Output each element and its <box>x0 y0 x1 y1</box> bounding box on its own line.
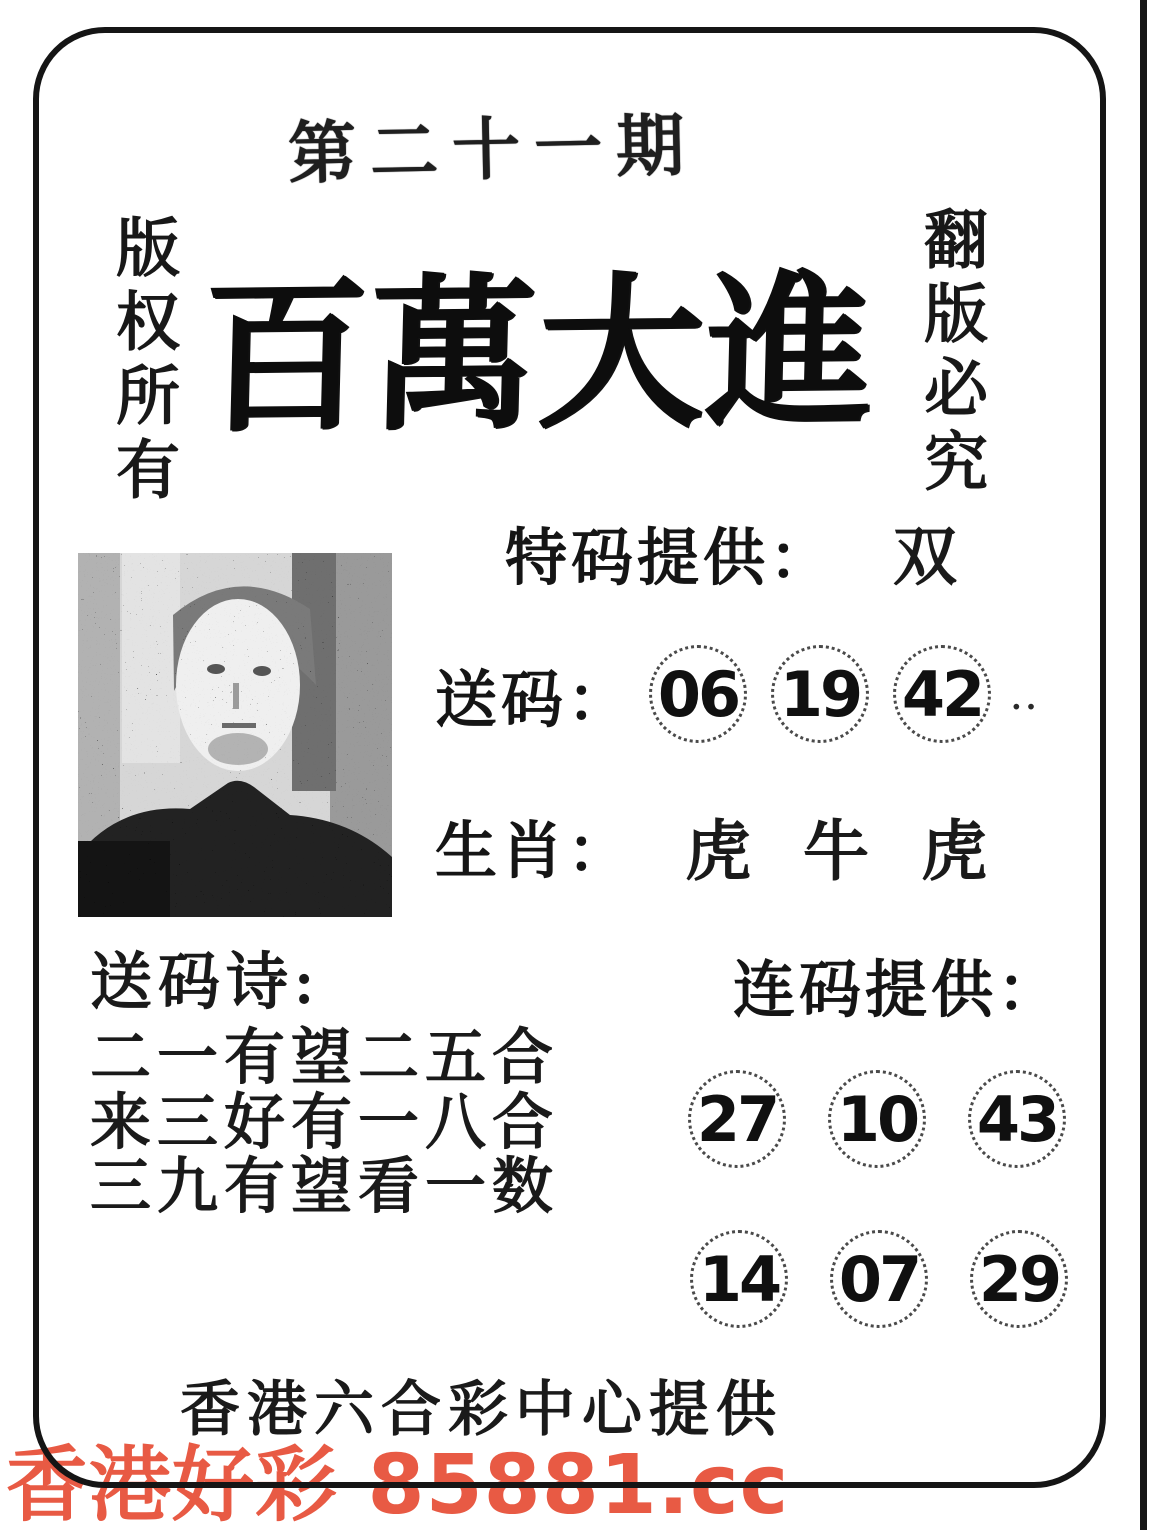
zodiac-value-2: 牛 <box>803 816 870 889</box>
poem-line-3: 三九有望看一数 <box>90 1154 560 1222</box>
pair-number-circle <box>970 1230 1068 1328</box>
pair-number-circle <box>828 1070 926 1168</box>
provider-footer-text: 香港六合彩中心提供 <box>180 1377 783 1443</box>
consecutive-codes-row-2 <box>690 1230 1110 1328</box>
special-code-label: 特码提供： <box>505 524 836 593</box>
pair-number-circle <box>968 1070 1066 1168</box>
trailing-dots: ‥ <box>1009 669 1043 719</box>
poem-title: 送码诗: <box>90 949 321 1017</box>
pair-number-43: 43 <box>976 1082 1058 1156</box>
zodiac-row <box>435 798 987 893</box>
gift-number-2: 19 <box>779 657 861 731</box>
right-scan-edge-line <box>1140 0 1147 1530</box>
issue-title: 第二十一期 <box>287 107 699 193</box>
pair-number-29: 29 <box>978 1242 1060 1316</box>
pair-number-circle <box>830 1230 928 1328</box>
red-watermark-text: 香港好彩 85881.cc <box>6 1438 790 1530</box>
zodiac-value-3: 虎 <box>921 816 988 889</box>
poem-line-1: 二一有望二五合 <box>90 1025 560 1092</box>
pair-number-14: 14 <box>698 1242 780 1316</box>
pair-number-27: 27 <box>696 1082 778 1156</box>
gift-number-1: 06 <box>657 657 739 731</box>
poem-block <box>90 932 559 1221</box>
main-title-calligraphy: 百萬大進 <box>199 260 876 452</box>
gift-number-circle <box>771 645 869 743</box>
gift-code-label: 送码： <box>435 666 634 735</box>
pair-number-circle <box>690 1230 788 1328</box>
special-code-value: 双 <box>893 522 958 593</box>
zodiac-value-1: 虎 <box>685 816 752 889</box>
anti-piracy-vertical-text: 翻版必究 <box>915 206 986 502</box>
gift-number-circle <box>893 645 991 743</box>
zodiac-label: 生肖： <box>435 818 634 886</box>
gift-number-3: 42 <box>901 657 983 731</box>
gift-code-row <box>435 645 1042 743</box>
copyright-vertical-text: 版权所有 <box>107 214 178 510</box>
pair-number-circle <box>688 1070 786 1168</box>
poem-line-2: 来三好有一八合 <box>90 1089 560 1157</box>
pair-number-07: 07 <box>838 1242 920 1316</box>
consecutive-codes-row-1 <box>688 1070 1108 1168</box>
pair-number-10: 10 <box>836 1082 918 1156</box>
consecutive-codes-label: 连码提供： <box>733 957 1064 1025</box>
special-code-row <box>505 506 957 598</box>
portrait-photo <box>78 553 392 917</box>
gift-number-circle <box>649 645 747 743</box>
